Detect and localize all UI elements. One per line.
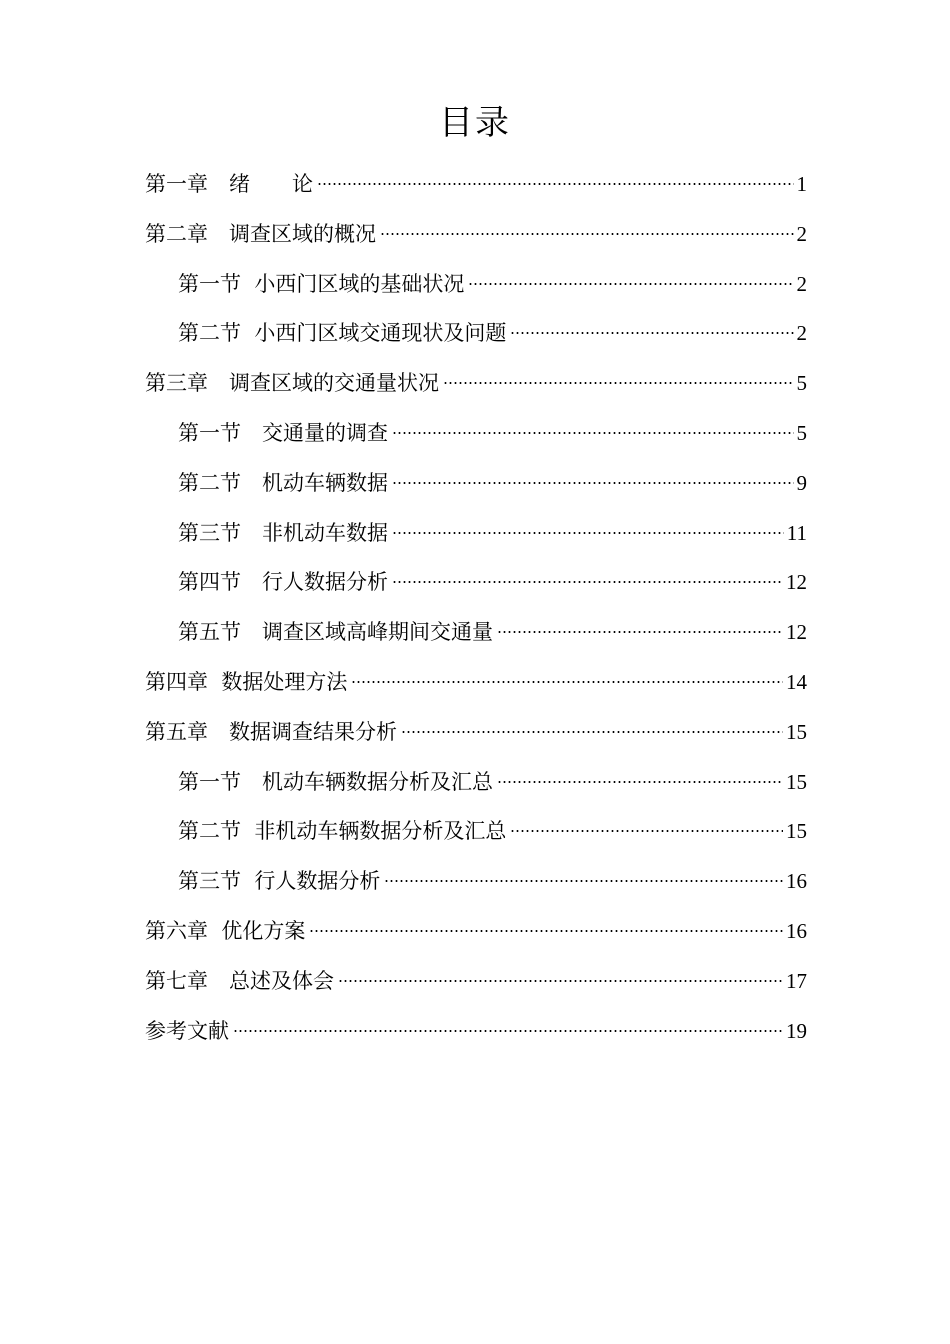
toc-entry-label: 第二节 机动车辆数据 bbox=[178, 470, 388, 495]
toc-page-number: 16 bbox=[786, 918, 807, 943]
toc-page-number: 17 bbox=[786, 968, 807, 993]
toc-section-entry[interactable] bbox=[145, 807, 807, 857]
toc-section-entry[interactable] bbox=[145, 459, 807, 509]
toc-section-entry[interactable] bbox=[145, 260, 807, 310]
toc-chapter-entry[interactable] bbox=[145, 708, 807, 758]
toc-entry-label: 第一节 机动车辆数据分析及汇总 bbox=[178, 769, 493, 794]
toc-entry-label: 第三章 调查区域的交通量状况 bbox=[145, 371, 439, 396]
toc-dot-leader bbox=[380, 232, 794, 236]
toc-dot-leader bbox=[392, 431, 794, 435]
toc-page-number: 15 bbox=[786, 769, 807, 794]
toc-dot-leader bbox=[392, 531, 784, 535]
toc-chapter-entry[interactable] bbox=[145, 359, 807, 409]
toc-page-number: 1 bbox=[796, 172, 807, 196]
toc-entry-label: 第二节 小西门区域交通现状及问题 bbox=[178, 321, 507, 346]
toc-dot-leader bbox=[384, 879, 783, 883]
toc-page-number: 19 bbox=[786, 1018, 807, 1043]
toc-section-entry[interactable] bbox=[145, 558, 807, 608]
toc-chapter-entry[interactable] bbox=[145, 160, 807, 210]
toc-dot-leader bbox=[338, 979, 783, 983]
toc-page-number: 16 bbox=[786, 869, 807, 894]
toc-dot-leader bbox=[497, 630, 783, 634]
toc-dot-leader bbox=[468, 282, 793, 286]
toc-entry-label: 第二章 调查区域的概况 bbox=[145, 221, 376, 246]
toc-entry-label: 第五章 数据调查结果分析 bbox=[145, 719, 397, 744]
toc-page-number: 15 bbox=[786, 719, 807, 744]
toc-entry-label: 第四章 数据处理方法 bbox=[145, 669, 348, 694]
toc-dot-leader bbox=[392, 481, 794, 485]
toc-page-number: 15 bbox=[786, 819, 807, 844]
toc-entry-label: 第一章 绪 论 bbox=[145, 172, 313, 196]
toc-dot-leader bbox=[233, 1029, 783, 1033]
toc-chapter-entry[interactable] bbox=[145, 210, 807, 260]
toc-dot-leader bbox=[309, 929, 783, 933]
toc-page-number: 2 bbox=[796, 221, 807, 246]
toc-page-number: 12 bbox=[786, 620, 807, 645]
toc-entry-label: 第三节 非机动车数据 bbox=[178, 520, 388, 545]
toc-page-number: 2 bbox=[796, 271, 807, 296]
toc-dot-leader bbox=[443, 381, 794, 385]
toc-entry-label: 第一节 小西门区域的基础状况 bbox=[178, 271, 465, 296]
toc-dot-leader bbox=[392, 580, 783, 584]
toc-section-entry[interactable] bbox=[145, 857, 807, 907]
toc-entry-label: 第一节 交通量的调查 bbox=[178, 420, 388, 445]
toc-entry-label: 参考文献 bbox=[145, 1018, 229, 1043]
toc-entry-label: 第七章 总述及体会 bbox=[145, 968, 334, 993]
toc-page-number: 5 bbox=[796, 420, 807, 445]
toc-entry-label: 第三节 行人数据分析 bbox=[178, 869, 381, 894]
toc-chapter-entry[interactable] bbox=[145, 957, 807, 1007]
table-of-contents bbox=[145, 160, 807, 1056]
toc-chapter-entry[interactable] bbox=[145, 658, 807, 708]
toc-section-entry[interactable] bbox=[145, 509, 807, 559]
toc-title: 目录 bbox=[439, 103, 511, 143]
toc-dot-leader bbox=[351, 680, 783, 684]
toc-page-number: 12 bbox=[786, 570, 807, 595]
toc-chapter-entry[interactable] bbox=[145, 907, 807, 957]
toc-dot-leader bbox=[317, 182, 794, 186]
toc-section-entry[interactable] bbox=[145, 758, 807, 808]
toc-page-number: 5 bbox=[796, 371, 807, 396]
toc-entry-label: 第四节 行人数据分析 bbox=[178, 570, 388, 595]
toc-section-entry[interactable] bbox=[145, 409, 807, 459]
toc-dot-leader bbox=[510, 829, 783, 833]
toc-page-number: 9 bbox=[796, 470, 807, 495]
toc-entry-label: 第五节 调查区域高峰期间交通量 bbox=[178, 620, 493, 645]
toc-entry-label: 第六章 优化方案 bbox=[145, 918, 306, 943]
toc-entry-label: 第二节 非机动车辆数据分析及汇总 bbox=[178, 819, 507, 844]
toc-section-entry[interactable] bbox=[145, 608, 807, 658]
toc-page-number: 14 bbox=[786, 669, 807, 694]
toc-dot-leader bbox=[510, 331, 793, 335]
toc-dot-leader bbox=[497, 780, 783, 784]
toc-page-number: 2 bbox=[796, 321, 807, 346]
toc-section-entry[interactable] bbox=[145, 309, 807, 359]
toc-page-number: 11 bbox=[786, 520, 807, 545]
toc-dot-leader bbox=[401, 730, 783, 734]
toc-chapter-entry[interactable] bbox=[145, 1007, 807, 1057]
